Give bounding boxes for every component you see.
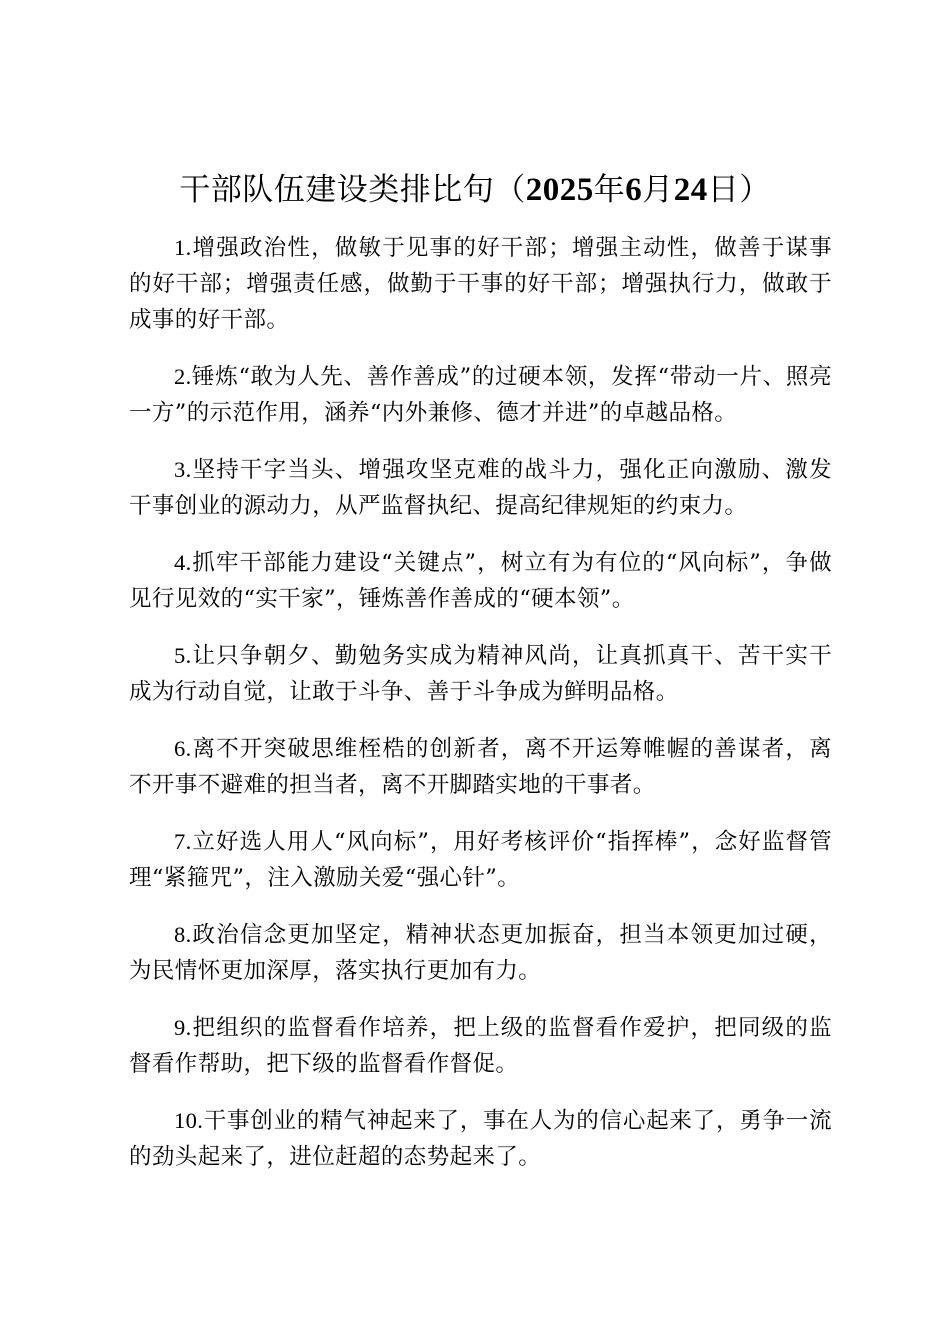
paragraph-5 <box>129 638 832 710</box>
paragraph-1 <box>129 230 832 338</box>
paragraph-text: 立好选人用人“风向标”，用好考核评价“指挥棒”，念好监督管理“紧箍咒”，注入激励关爱“强心针”。 <box>129 829 832 891</box>
paragraph-3 <box>129 452 832 524</box>
paragraph-number: 1. <box>174 235 192 260</box>
title-day: 24 <box>673 172 708 208</box>
paragraph-number: 10. <box>174 1108 204 1133</box>
title-prefix: 干部队伍建设类排比句（ <box>179 172 526 208</box>
paragraph-text: 坚持干字当头、增强攻坚克难的战斗力，强化正向激励、激发干事创业的源动力，从严监督执纪、提高纪律规矩的约束力。 <box>129 457 832 519</box>
title-month-unit: 月 <box>642 172 674 208</box>
paragraph-text: 政治信念更加坚定，精神状态更加振奋，担当本领更加过硬，为民情怀更加深厚，落实执行更加有力。 <box>129 922 832 984</box>
title-year: 2025 <box>525 172 594 208</box>
paragraph-6 <box>129 731 832 803</box>
paragraph-text: 让只争朝夕、勤勉务实成为精神风尚，让真抓真干、苦干实干成为行动自觉，让敢于斗争、善于斗争成为鲜明品格。 <box>129 643 832 705</box>
paragraph-number: 2. <box>174 364 192 389</box>
paragraph-number: 7. <box>174 829 192 854</box>
document-title <box>0 166 950 214</box>
paragraph-7 <box>129 824 832 896</box>
paragraph-10 <box>129 1103 832 1175</box>
title-month: 6 <box>625 172 643 208</box>
paragraph-4 <box>129 545 832 617</box>
paragraph-text: 把组织的监督看作培养，把上级的监督看作爱护，把同级的监督看作帮助，把下级的监督看作督促。 <box>129 1015 832 1077</box>
paragraph-number: 6. <box>174 736 192 761</box>
title-day-unit: 日） <box>707 172 771 208</box>
paragraph-text: 增强政治性，做敏于见事的好干部；增强主动性，做善于谋事的好干部；增强责任感，做勤于干事的好干部；增强执行力，做敢于成事的好干部。 <box>129 235 832 333</box>
paragraph-text: 抓牢干部能力建设“关键点”，树立有为有位的“风向标”，争做见行见效的“实干家”，锤炼善作善成的“硬本领”。 <box>129 550 832 612</box>
paragraph-text: 干事创业的精气神起来了，事在人为的信心起来了，勇争一流的劲头起来了，进位赶超的态势起来了。 <box>129 1108 832 1170</box>
paragraph-number: 4. <box>174 550 192 575</box>
paragraph-number: 3. <box>174 457 192 482</box>
paragraph-9 <box>129 1010 832 1082</box>
paragraph-text: 离不开突破思维桎梏的创新者，离不开运筹帷幄的善谋者，离不开事不避难的担当者，离不开脚踏实地的干事者。 <box>129 736 832 798</box>
paragraph-number: 5. <box>174 643 192 668</box>
document-body <box>129 230 832 1196</box>
title-year-unit: 年 <box>593 172 626 208</box>
paragraph-8 <box>129 917 832 989</box>
paragraph-text: 锤炼“敢为人先、善作善成”的过硬本领，发挥“带动一片、照亮一方”的示范作用，涵养“内外兼修、德才并进”的卓越品格。 <box>129 364 832 426</box>
paragraph-2 <box>129 359 832 431</box>
paragraph-number: 8. <box>174 922 192 947</box>
paragraph-number: 9. <box>174 1015 192 1040</box>
